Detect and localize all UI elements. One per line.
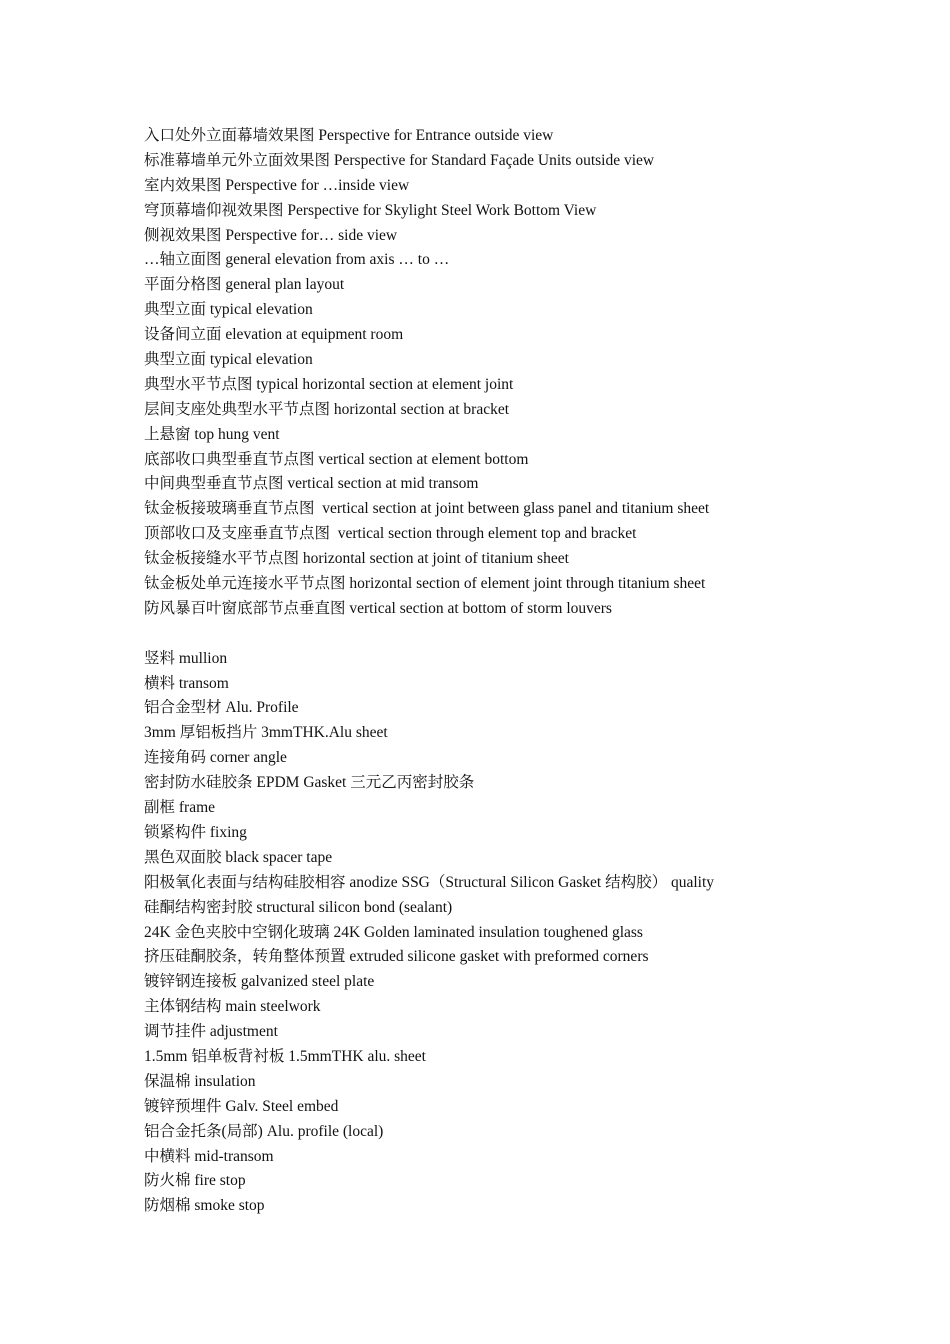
- list-item: 平面分格图 general plan layout: [144, 276, 345, 294]
- list-item: 锁紧构件 fixing: [144, 823, 247, 841]
- list-item: 钛金板接缝水平节点图 horizontal section at joint of titanium sheet: [144, 550, 569, 568]
- list-item: 1.5mm 铝单板背衬板 1.5mmTHK alu. sheet: [144, 1047, 426, 1065]
- blank-line: [144, 622, 904, 647]
- list-item: 标准幕墙单元外立面效果图 Perspective for Standard Façade Units outside view: [144, 151, 655, 169]
- list-item: 钛金板接玻璃垂直节点图 vertical section at joint between glass panel and titanium sheet: [144, 500, 710, 518]
- list-item: 竖料 mullion: [144, 649, 228, 667]
- list-item: 调节挂件 adjustment: [144, 1023, 278, 1041]
- list-item: 层间支座处典型水平节点图 horizontal section at bracket: [144, 400, 510, 418]
- list-item: 24K 金色夹胶中空钢化玻璃 24K Golden laminated insulation toughened glass: [144, 923, 643, 941]
- list-item: 黑色双面胶 black spacer tape: [144, 848, 333, 866]
- document-page: [144, 124, 904, 1219]
- list-item: 上悬窗 top hung vent: [144, 425, 280, 443]
- list-item: 典型水平节点图 typical horizontal section at element joint: [144, 375, 514, 393]
- list-item: 防火棉 fire stop: [144, 1172, 246, 1190]
- list-item: 镀锌钢连接板 galvanized steel plate: [144, 973, 375, 991]
- list-item: 铝合金型材 Alu. Profile: [144, 699, 299, 717]
- component-list: [144, 647, 904, 1219]
- list-item: 底部收口典型垂直节点图 vertical section at element bottom: [144, 450, 529, 468]
- list-item: 铝合金托条(局部) Alu. profile (local): [144, 1122, 384, 1140]
- list-item: 连接角码 corner angle: [144, 749, 287, 767]
- list-item: …轴立面图 general elevation from axis … to …: [144, 251, 450, 269]
- list-item: 镀锌预埋件 Galv. Steel embed: [144, 1097, 339, 1115]
- list-item: 横料 transom: [144, 674, 229, 692]
- list-item: 中间典型垂直节点图 vertical section at mid transom: [144, 475, 479, 493]
- list-item: 防烟棉 smoke stop: [144, 1197, 265, 1215]
- list-item: 硅酮结构密封胶 structural silicon bond (sealant): [144, 898, 453, 916]
- list-item: 入口处外立面幕墙效果图 Perspective for Entrance outside view: [144, 127, 554, 144]
- list-item: 室内效果图 Perspective for …inside view: [144, 176, 410, 194]
- list-item: 顶部收口及支座垂直节点图 vertical section through element top and bracket: [144, 525, 637, 543]
- list-item: 主体钢结构 main steelwork: [144, 998, 321, 1016]
- list-item: 典型立面 typical elevation: [144, 301, 313, 319]
- list-item: 中横料 mid-transom: [144, 1147, 274, 1165]
- list-item: 典型立面 typical elevation: [144, 351, 313, 369]
- list-item: 3mm 厚铝板挡片 3mmTHK.Alu sheet: [144, 724, 388, 742]
- list-item: 副框 frame: [144, 799, 216, 817]
- drawing-title-list: [144, 124, 904, 622]
- list-item: 钛金板处单元连接水平节点图 horizontal section of element joint through titanium sheet: [144, 575, 706, 593]
- list-item: 阳极氧化表面与结构硅胶相容 anodize SSG（Structural Silicon Gasket 结构胶） quality: [144, 873, 715, 891]
- list-item: 侧视效果图 Perspective for… side view: [144, 226, 398, 244]
- list-item: 保温棉 insulation: [144, 1072, 256, 1090]
- list-item: 密封防水硅胶条 EPDM Gasket 三元乙丙密封胶条: [144, 774, 475, 792]
- list-item: 设备间立面 elevation at equipment room: [144, 326, 404, 344]
- list-item: 挤压硅酮胶条，转角整体预置 extruded silicone gasket with preformed corners: [144, 948, 649, 966]
- list-item: 防风暴百叶窗底部节点垂直图 vertical section at bottom of storm louvers: [144, 599, 612, 617]
- list-item: 穹顶幕墙仰视效果图 Perspective for Skylight Steel Work Bottom View: [144, 201, 597, 219]
